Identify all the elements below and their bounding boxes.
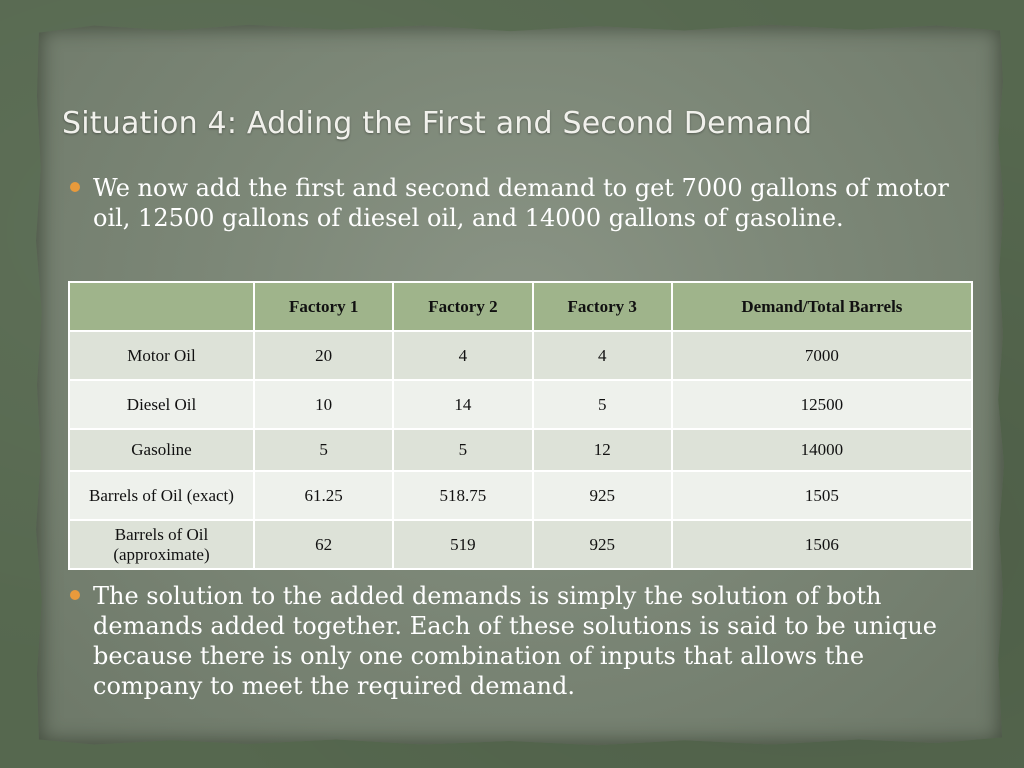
- table-cell: 4: [393, 331, 532, 380]
- table-cell: 61.25: [254, 471, 393, 520]
- table-cell: 1505: [672, 471, 972, 520]
- bullet-dot-icon: [70, 182, 80, 192]
- table-cell: 1506: [672, 520, 972, 569]
- table-cell: 12500: [672, 380, 972, 429]
- table-header-cell: Factory 2: [393, 282, 532, 331]
- table-cell: Barrels of Oil (exact): [69, 471, 254, 520]
- table-cell: 519: [393, 520, 532, 569]
- table-cell: 62: [254, 520, 393, 569]
- table-cell: Barrels of Oil (approximate): [69, 520, 254, 569]
- table-header-cell: Demand/Total Barrels: [672, 282, 972, 331]
- table-cell: Gasoline: [69, 429, 254, 471]
- table-cell: 4: [533, 331, 672, 380]
- table-cell: 12: [533, 429, 672, 471]
- table-header-row: [69, 282, 972, 331]
- bullet-dot-icon: [70, 590, 80, 600]
- table-cell: 5: [393, 429, 532, 471]
- slide-title: Situation 4: Adding the First and Second Demand: [62, 106, 813, 141]
- table-cell: 5: [254, 429, 393, 471]
- table-cell: Motor Oil: [69, 331, 254, 380]
- table-header-cell: [69, 282, 254, 331]
- bullet-text-1: We now add the first and second demand to get 7000 gallons of motor oil, 12500 gallons of diesel oil, and 14000 gallons of gasoline.: [93, 174, 949, 232]
- bullet-text-2: The solution to the added demands is simply the solution of both demands added together. Each of these solutions is said to be unique because there is only one combination of inputs that allows the company to meet the required demand.: [93, 582, 937, 700]
- table-cell: 925: [533, 471, 672, 520]
- table-cell: 14000: [672, 429, 972, 471]
- table-header-cell: Factory 3: [533, 282, 672, 331]
- table-cell: 10: [254, 380, 393, 429]
- table-header-cell: Factory 1: [254, 282, 393, 331]
- bullet-item-2: [70, 581, 970, 701]
- demand-table: [68, 281, 973, 570]
- table-cell: 5: [533, 380, 672, 429]
- table-row: [69, 331, 972, 380]
- table-cell: 20: [254, 331, 393, 380]
- table-cell: 518.75: [393, 471, 532, 520]
- table-cell: 7000: [672, 331, 972, 380]
- table-row: [69, 429, 972, 471]
- table-row: [69, 380, 972, 429]
- table-cell: 14: [393, 380, 532, 429]
- table-cell: Diesel Oil: [69, 380, 254, 429]
- table-row: [69, 471, 972, 520]
- table-row: [69, 520, 972, 569]
- table-cell: 925: [533, 520, 672, 569]
- bullet-item-1: [70, 173, 970, 233]
